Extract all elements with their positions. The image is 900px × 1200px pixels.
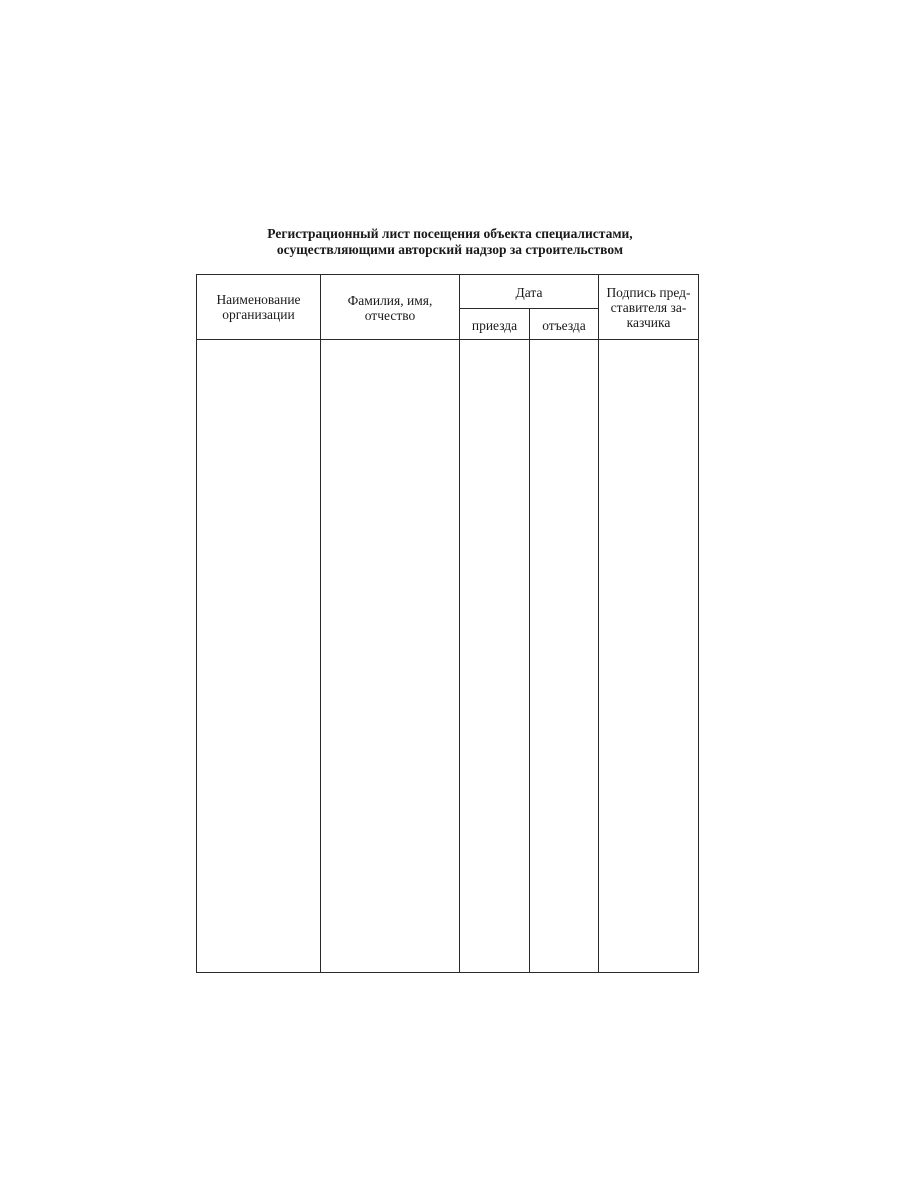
- header-signature-line-1: Подпись пред-: [606, 285, 691, 300]
- column-divider: [459, 274, 460, 973]
- column-divider: [320, 274, 321, 973]
- table-border-left: [196, 274, 197, 973]
- table-border-bottom: [196, 972, 699, 973]
- date-subheader-line: [459, 308, 599, 309]
- column-divider: [598, 274, 599, 973]
- header-signature-line-2: ставителя за-: [610, 300, 687, 315]
- column-divider: [529, 308, 530, 973]
- header-date: Дата: [515, 285, 543, 300]
- table-border-top: [196, 274, 699, 275]
- title-line-1: Регистрационный лист посещения объекта специалистами,: [267, 226, 633, 241]
- header-departure: отъезда: [542, 318, 586, 333]
- header-customer-signature: [599, 285, 698, 330]
- header-full-name-line-2: отчество: [364, 308, 416, 323]
- header-signature-line-3: казчика: [626, 315, 671, 330]
- header-full-name-line-1: Фамилия, имя,: [347, 293, 433, 308]
- header-full-name: [321, 293, 459, 323]
- header-organization-line-2: организации: [222, 307, 295, 322]
- header-organization-line-1: Наименование: [216, 292, 301, 307]
- table-border-right: [698, 274, 699, 973]
- header-arrival: приезда: [471, 318, 518, 333]
- header-bottom-line: [196, 339, 699, 340]
- title-line-2: осуществляющими авторский надзор за строительством: [276, 242, 624, 257]
- header-organization: [197, 292, 320, 322]
